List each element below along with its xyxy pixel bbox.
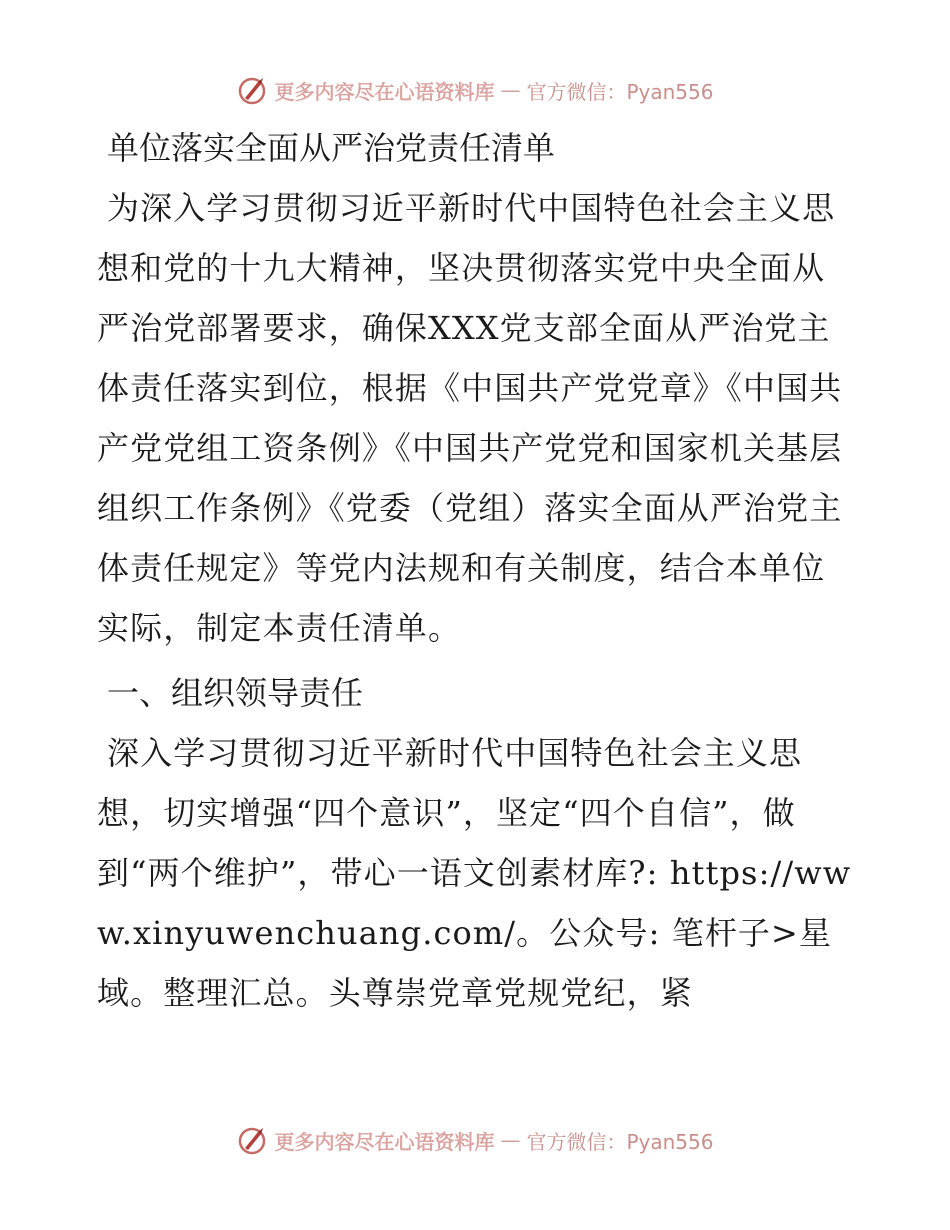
watermark-site-text: 更多内容尽在心语资料库 [274, 1129, 495, 1154]
watermark-site-text: 更多内容尽在心语资料库 [274, 79, 495, 104]
watermark-banner-top [0, 70, 950, 110]
watermark-separator: — [500, 78, 521, 102]
intro-paragraph: 为深入学习贯彻习近平新时代中国特色社会主义思想和党的十九大精神，坚决贯彻落实党中央全面从严治党部署要求，确保XXX党支部全面从严治党主体责任落实到位，根据《中国共产党党章》《中国共产党党组工资条例》《中国共产党党和国家机关基层组织工作条例》《党委（党组）落实全面从严治党主体责任规定》等党内法规和有关制度，结合本单位实际，制定本责任清单。 [97, 189, 843, 647]
watermark-contact-text: 官方微信：Pyan556 [526, 1129, 714, 1154]
watermark-group [236, 1124, 713, 1156]
quill-circle-icon [236, 74, 268, 106]
section-heading: 一、组织领导责任 [107, 674, 364, 712]
document-body [97, 118, 853, 1023]
watermark-separator: — [500, 1128, 521, 1152]
document-title: 单位落实全面从严治党责任清单 [107, 129, 556, 167]
quill-circle-icon [236, 1124, 268, 1156]
section-paragraph: 深入学习贯彻习近平新时代中国特色社会主义思想，切实增强“四个意识”，坚定“四个自信”，做到“两个维护”，带心一语文创素材库?: https://www.xinyuwenchuang.com/。公众号: 笔杆子>星域。整理汇总。头尊崇党章党规党纪，紧 [97, 734, 852, 1012]
watermark-banner-bottom [0, 1120, 950, 1160]
watermark-contact-text: 官方微信：Pyan556 [526, 79, 714, 104]
watermark-group [236, 74, 713, 106]
